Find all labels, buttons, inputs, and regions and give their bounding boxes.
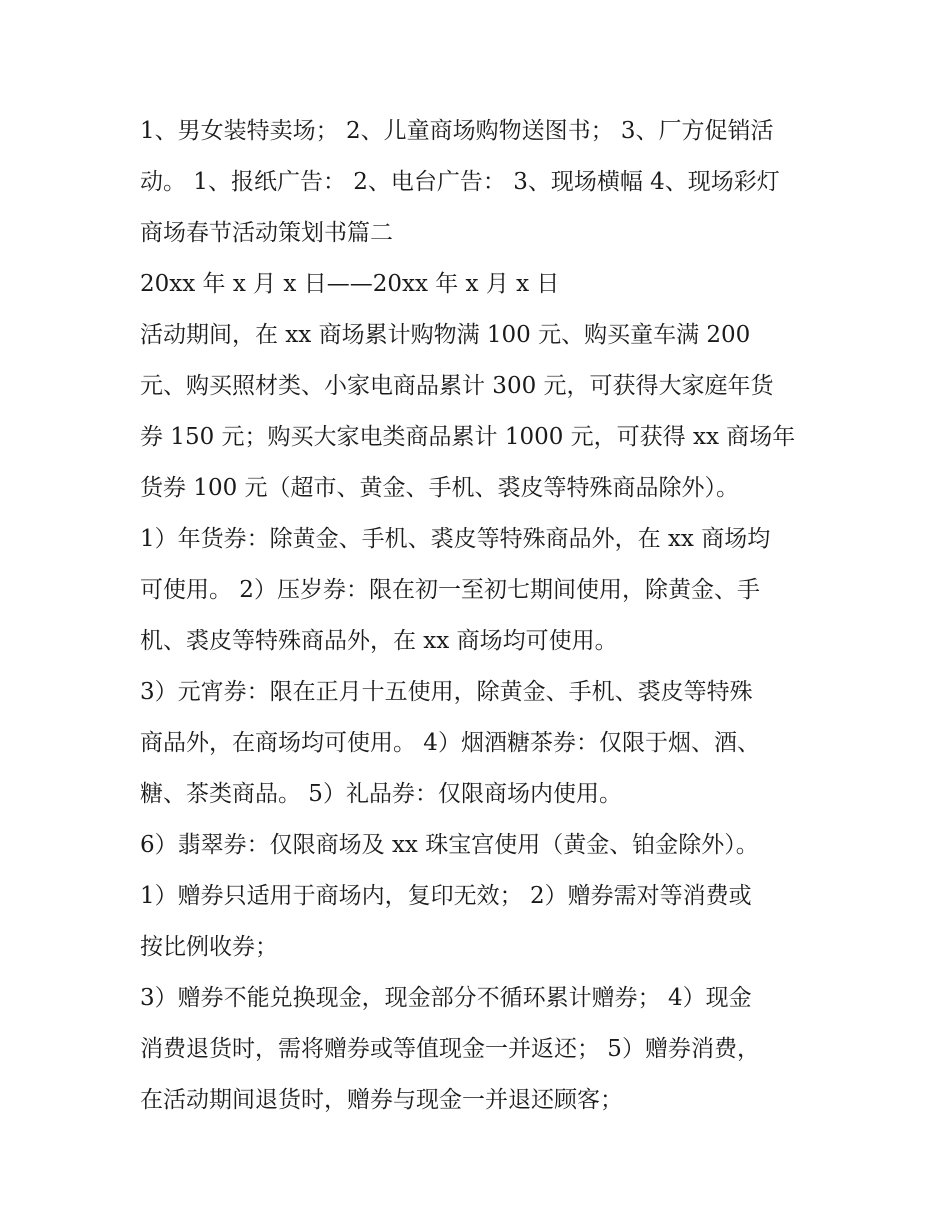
text-line: 3）赠券不能兑换现金，现金部分不循环累计赠券； 4）现金	[140, 985, 752, 1011]
text-line: 1）年货券：除黄金、手机、裘皮等特殊商品外，在 xx 商场均	[140, 526, 771, 552]
text-line: 商品外，在商场均可使用。 4）烟酒糖茶券：仅限于烟、酒、	[140, 730, 760, 756]
text-line: 1、男女装特卖场； 2、儿童商场购物送图书； 3、厂方促销活	[140, 118, 774, 144]
section-heading: 商场春节活动策划书篇二	[140, 220, 393, 246]
text-line: 3）元宵券：限在正月十五使用，除黄金、手机、裘皮等特殊	[140, 679, 753, 705]
text-line: 元、购买照材类、小家电商品累计 300 元，可获得大家庭年货	[140, 373, 774, 399]
text-line: 1）赠券只适用于商场内，复印无效； 2）赠券需对等消费或	[140, 883, 752, 909]
text-line: 货券 100 元（超市、黄金、手机、裘皮等特殊商品除外）。	[140, 475, 740, 501]
text-line: 在活动期间退货时，赠券与现金一并退还顾客；	[140, 1087, 623, 1113]
text-line: 消费退货时，需将赠券或等值现金一并返还； 5）赠券消费，	[140, 1036, 760, 1062]
text-line: 6）翡翠券：仅限商场及 xx 珠宝宫使用（黄金、铂金除外）。	[140, 832, 759, 858]
text-line: 按比例收券；	[140, 934, 278, 960]
document-body	[140, 108, 820, 1128]
text-line: 可使用。 2）压岁券：限在初一至初七期间使用，除黄金、手	[140, 577, 760, 603]
text-line: 机、裘皮等特殊商品外，在 xx 商场均可使用。	[140, 628, 618, 654]
text-line: 活动期间，在 xx 商场累计购物满 100 元、购买童车满 200	[140, 322, 751, 348]
text-line: 券 150 元；购买大家电类商品累计 1000 元，可获得 xx 商场年	[140, 424, 796, 450]
text-line: 动。 1、报纸广告： 2、电台广告： 3、现场横幅 4、现场彩灯	[140, 169, 780, 195]
date-range: 20xx 年 x 月 x 日——20xx 年 x 月 x 日	[140, 271, 560, 297]
text-line: 糖、茶类商品。 5）礼品券：仅限商场内使用。	[140, 781, 622, 807]
